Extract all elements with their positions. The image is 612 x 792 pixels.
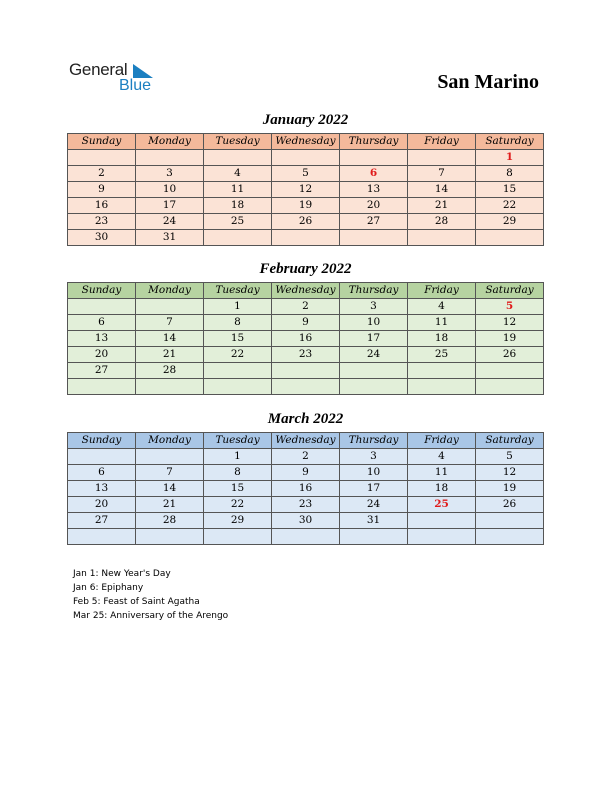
day-cell: 6 xyxy=(68,465,136,481)
day-cell: 7 xyxy=(408,166,476,182)
weekday-header: Wednesday xyxy=(272,283,340,299)
day-cell: 18 xyxy=(408,331,476,347)
month-title-january: January 2022 xyxy=(262,112,349,128)
weekday-header: Sunday xyxy=(68,433,136,449)
day-cell: 10 xyxy=(340,465,408,481)
day-cell xyxy=(340,150,408,166)
day-cell xyxy=(476,513,544,529)
weekday-header-row xyxy=(68,134,544,150)
day-cell: 21 xyxy=(136,497,204,513)
weekday-header: Friday xyxy=(408,433,476,449)
day-cell: 19 xyxy=(476,481,544,497)
holiday-item: Feb 5: Feast of Saint Agatha xyxy=(73,597,200,607)
day-cell: 16 xyxy=(272,331,340,347)
week-row xyxy=(68,481,544,497)
day-cell: 28 xyxy=(136,513,204,529)
day-cell xyxy=(272,150,340,166)
week-row xyxy=(68,379,544,395)
day-cell: 2 xyxy=(272,299,340,315)
week-row xyxy=(68,529,544,545)
day-cell: 20 xyxy=(68,497,136,513)
calendar-february xyxy=(67,282,544,395)
day-cell: 22 xyxy=(204,347,272,363)
day-cell xyxy=(272,363,340,379)
day-cell xyxy=(340,529,408,545)
weekday-header: Sunday xyxy=(68,134,136,150)
day-cell: 15 xyxy=(204,331,272,347)
day-cell: 13 xyxy=(68,331,136,347)
day-cell xyxy=(68,449,136,465)
day-cell: 2 xyxy=(68,166,136,182)
day-cell: 10 xyxy=(136,182,204,198)
day-cell: 19 xyxy=(272,198,340,214)
day-cell xyxy=(272,379,340,395)
day-cell xyxy=(68,379,136,395)
day-cell: 17 xyxy=(340,331,408,347)
day-cell: 28 xyxy=(408,214,476,230)
day-cell: 5 xyxy=(272,166,340,182)
day-cell: 17 xyxy=(136,198,204,214)
weekday-header: Monday xyxy=(136,433,204,449)
weekday-header: Wednesday xyxy=(272,134,340,150)
day-cell: 20 xyxy=(340,198,408,214)
day-cell xyxy=(476,529,544,545)
logo-blue-text: Blue xyxy=(119,77,152,94)
holiday-item: Jan 1: New Year's Day xyxy=(73,569,171,579)
day-cell: 26 xyxy=(476,347,544,363)
weekday-header: Friday xyxy=(408,283,476,299)
holiday-list xyxy=(73,567,228,623)
weekday-header: Thursday xyxy=(340,134,408,150)
logo-general-text: General xyxy=(69,60,128,79)
day-cell: 1 xyxy=(476,150,544,166)
day-cell: 23 xyxy=(68,214,136,230)
day-cell xyxy=(476,363,544,379)
day-cell: 30 xyxy=(68,230,136,246)
day-cell: 6 xyxy=(340,166,408,182)
week-row xyxy=(68,198,544,214)
week-row xyxy=(68,214,544,230)
country-title: San Marino xyxy=(437,71,539,93)
day-cell: 3 xyxy=(136,166,204,182)
day-cell xyxy=(408,379,476,395)
weekday-header: Tuesday xyxy=(204,433,272,449)
weekday-header: Saturday xyxy=(476,283,544,299)
day-cell: 1 xyxy=(204,449,272,465)
weekday-header: Monday xyxy=(136,134,204,150)
week-row xyxy=(68,331,544,347)
day-cell: 22 xyxy=(204,497,272,513)
day-cell: 27 xyxy=(68,363,136,379)
day-cell xyxy=(272,529,340,545)
day-cell xyxy=(272,230,340,246)
day-cell: 8 xyxy=(476,166,544,182)
day-cell: 15 xyxy=(476,182,544,198)
day-cell: 8 xyxy=(204,465,272,481)
day-cell xyxy=(136,449,204,465)
day-cell: 13 xyxy=(68,481,136,497)
day-cell: 18 xyxy=(408,481,476,497)
day-cell xyxy=(136,299,204,315)
day-cell xyxy=(408,230,476,246)
day-cell: 11 xyxy=(408,465,476,481)
week-row xyxy=(68,299,544,315)
weekday-header: Saturday xyxy=(476,433,544,449)
weekday-header: Wednesday xyxy=(272,433,340,449)
month-title-february: February 2022 xyxy=(259,261,352,277)
day-cell: 8 xyxy=(204,315,272,331)
week-row xyxy=(68,347,544,363)
day-cell xyxy=(136,150,204,166)
weekday-header: Thursday xyxy=(340,433,408,449)
day-cell xyxy=(204,230,272,246)
day-cell: 29 xyxy=(476,214,544,230)
day-cell xyxy=(68,150,136,166)
day-cell xyxy=(68,529,136,545)
day-cell: 4 xyxy=(204,166,272,182)
holiday-item: Mar 25: Anniversary of the Arengo xyxy=(73,611,229,621)
day-cell: 25 xyxy=(408,497,476,513)
day-cell: 9 xyxy=(272,465,340,481)
day-cell: 27 xyxy=(68,513,136,529)
day-cell: 14 xyxy=(136,331,204,347)
day-cell: 5 xyxy=(476,449,544,465)
day-cell: 31 xyxy=(340,513,408,529)
day-cell: 14 xyxy=(408,182,476,198)
day-cell xyxy=(340,379,408,395)
weekday-header-row xyxy=(68,283,544,299)
day-cell: 6 xyxy=(68,315,136,331)
day-cell xyxy=(204,363,272,379)
day-cell xyxy=(340,363,408,379)
week-row xyxy=(68,166,544,182)
day-cell: 20 xyxy=(68,347,136,363)
holiday-item: Jan 6: Epiphany xyxy=(73,583,144,593)
calendar-body xyxy=(68,299,544,395)
day-cell: 2 xyxy=(272,449,340,465)
week-row xyxy=(68,497,544,513)
day-cell: 12 xyxy=(476,465,544,481)
day-cell xyxy=(136,379,204,395)
day-cell: 28 xyxy=(136,363,204,379)
day-cell xyxy=(476,230,544,246)
day-cell: 21 xyxy=(408,198,476,214)
day-cell: 29 xyxy=(204,513,272,529)
day-cell: 12 xyxy=(476,315,544,331)
day-cell: 23 xyxy=(272,347,340,363)
weekday-header: Sunday xyxy=(68,283,136,299)
day-cell: 26 xyxy=(272,214,340,230)
day-cell: 25 xyxy=(408,347,476,363)
day-cell: 19 xyxy=(476,331,544,347)
day-cell: 30 xyxy=(272,513,340,529)
day-cell: 11 xyxy=(204,182,272,198)
calendar-march xyxy=(67,432,544,545)
day-cell: 14 xyxy=(136,481,204,497)
day-cell: 9 xyxy=(272,315,340,331)
calendar-january xyxy=(67,133,544,246)
week-row xyxy=(68,465,544,481)
day-cell: 5 xyxy=(476,299,544,315)
day-cell: 24 xyxy=(340,347,408,363)
day-cell: 26 xyxy=(476,497,544,513)
day-cell xyxy=(408,363,476,379)
week-row xyxy=(68,449,544,465)
day-cell: 9 xyxy=(68,182,136,198)
calendar-body xyxy=(68,449,544,545)
day-cell: 10 xyxy=(340,315,408,331)
weekday-header: Tuesday xyxy=(204,134,272,150)
day-cell: 24 xyxy=(340,497,408,513)
week-row xyxy=(68,315,544,331)
week-row xyxy=(68,513,544,529)
day-cell: 18 xyxy=(204,198,272,214)
day-cell: 4 xyxy=(408,449,476,465)
day-cell: 3 xyxy=(340,449,408,465)
day-cell xyxy=(68,299,136,315)
day-cell xyxy=(476,379,544,395)
day-cell xyxy=(204,379,272,395)
day-cell xyxy=(408,529,476,545)
day-cell xyxy=(340,230,408,246)
day-cell: 4 xyxy=(408,299,476,315)
day-cell: 25 xyxy=(204,214,272,230)
day-cell: 7 xyxy=(136,465,204,481)
week-row xyxy=(68,363,544,379)
logo xyxy=(69,60,169,96)
day-cell: 16 xyxy=(272,481,340,497)
day-cell: 13 xyxy=(340,182,408,198)
day-cell: 27 xyxy=(340,214,408,230)
month-title-march: March 2022 xyxy=(267,411,344,427)
flag-icon xyxy=(133,64,153,78)
day-cell: 12 xyxy=(272,182,340,198)
weekday-header: Saturday xyxy=(476,134,544,150)
day-cell: 1 xyxy=(204,299,272,315)
weekday-header: Monday xyxy=(136,283,204,299)
day-cell: 22 xyxy=(476,198,544,214)
weekday-header: Thursday xyxy=(340,283,408,299)
day-cell: 17 xyxy=(340,481,408,497)
day-cell: 21 xyxy=(136,347,204,363)
day-cell xyxy=(408,150,476,166)
day-cell xyxy=(204,529,272,545)
day-cell: 24 xyxy=(136,214,204,230)
week-row xyxy=(68,150,544,166)
weekday-header-row xyxy=(68,433,544,449)
day-cell xyxy=(136,529,204,545)
week-row xyxy=(68,230,544,246)
week-row xyxy=(68,182,544,198)
day-cell xyxy=(408,513,476,529)
day-cell: 16 xyxy=(68,198,136,214)
day-cell xyxy=(204,150,272,166)
weekday-header: Friday xyxy=(408,134,476,150)
day-cell: 15 xyxy=(204,481,272,497)
weekday-header: Tuesday xyxy=(204,283,272,299)
day-cell: 11 xyxy=(408,315,476,331)
day-cell: 3 xyxy=(340,299,408,315)
calendar-body xyxy=(68,150,544,246)
day-cell: 7 xyxy=(136,315,204,331)
day-cell: 31 xyxy=(136,230,204,246)
day-cell: 23 xyxy=(272,497,340,513)
